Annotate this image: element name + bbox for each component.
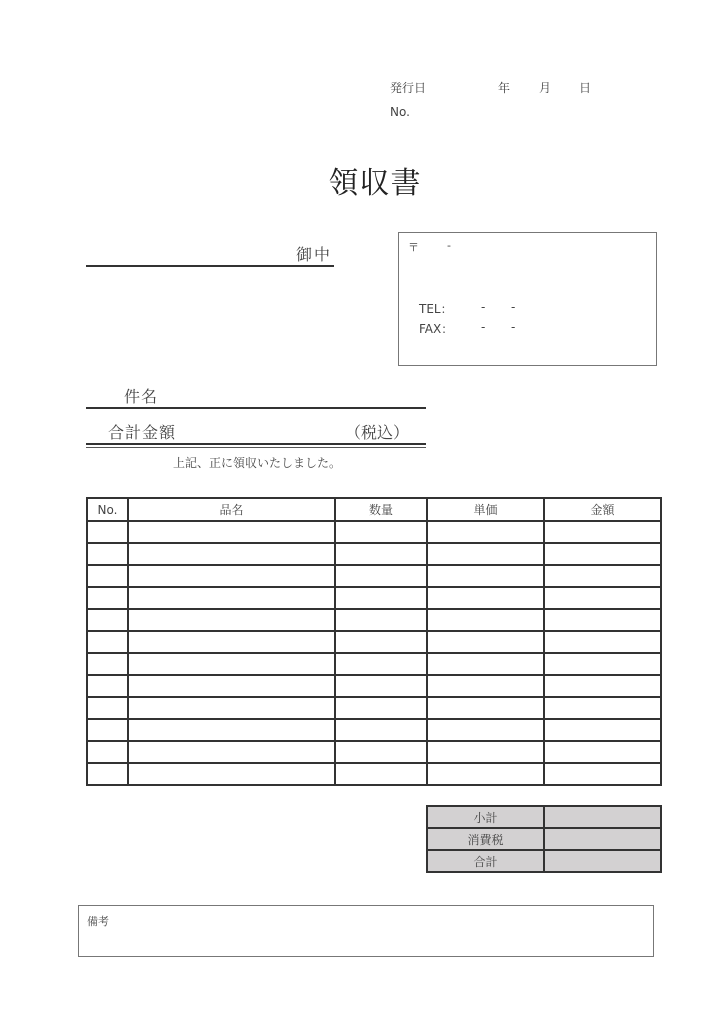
cell-unit-price[interactable] — [427, 543, 544, 565]
cell-unit-price[interactable] — [427, 653, 544, 675]
cell-unit-price[interactable] — [427, 521, 544, 543]
tax-included-note: （税込） — [345, 423, 410, 442]
items-table — [86, 497, 662, 786]
cell-item-name[interactable] — [128, 521, 335, 543]
cell-no[interactable] — [87, 719, 128, 741]
cell-amount[interactable] — [544, 587, 661, 609]
subtotal-value[interactable] — [544, 806, 661, 828]
table-row — [87, 565, 661, 587]
cell-no[interactable] — [87, 675, 128, 697]
cell-item-name[interactable] — [128, 565, 335, 587]
issue-date-label: 発行日 — [390, 81, 427, 95]
cell-item-name[interactable] — [128, 631, 335, 653]
cell-no[interactable] — [87, 631, 128, 653]
cell-item-name[interactable] — [128, 543, 335, 565]
summary-row-consumption-tax — [427, 828, 661, 850]
cell-no[interactable] — [87, 587, 128, 609]
total-amount-label: 合計金額 — [108, 423, 177, 442]
cell-amount[interactable] — [544, 697, 661, 719]
cell-no[interactable] — [87, 609, 128, 631]
table-row — [87, 653, 661, 675]
column-header-item-name: 品名 — [128, 498, 335, 521]
cell-quantity[interactable] — [335, 521, 427, 543]
fax-dash-2: - — [511, 320, 516, 334]
table-row — [87, 609, 661, 631]
cell-unit-price[interactable] — [427, 697, 544, 719]
consumption-tax-value[interactable] — [544, 828, 661, 850]
total-amount-double-line-bottom — [86, 447, 426, 448]
table-row — [87, 697, 661, 719]
subject-underline — [86, 407, 426, 409]
tel-label: TEL： — [419, 302, 453, 316]
issue-year-label: 年 — [498, 81, 511, 95]
cell-unit-price[interactable] — [427, 631, 544, 653]
cell-item-name[interactable] — [128, 609, 335, 631]
fax-label: FAX： — [419, 322, 454, 336]
cell-item-name[interactable] — [128, 741, 335, 763]
notes-value[interactable] — [87, 928, 647, 950]
cell-amount[interactable] — [544, 741, 661, 763]
table-header-row — [87, 498, 661, 521]
total-value[interactable] — [544, 850, 661, 872]
cell-amount[interactable] — [544, 565, 661, 587]
cell-no[interactable] — [87, 697, 128, 719]
cell-quantity[interactable] — [335, 543, 427, 565]
postal-mark-icon: 〒 — [408, 241, 419, 254]
cell-amount[interactable] — [544, 675, 661, 697]
cell-quantity[interactable] — [335, 631, 427, 653]
cell-item-name[interactable] — [128, 763, 335, 785]
table-row — [87, 741, 661, 763]
cell-quantity[interactable] — [335, 565, 427, 587]
tel-dash-1: - — [481, 300, 486, 314]
cell-quantity[interactable] — [335, 763, 427, 785]
table-row — [87, 763, 661, 785]
cell-quantity[interactable] — [335, 741, 427, 763]
cell-amount[interactable] — [544, 543, 661, 565]
tel-dash-2: - — [511, 300, 516, 314]
cell-quantity[interactable] — [335, 653, 427, 675]
cell-unit-price[interactable] — [427, 719, 544, 741]
cell-item-name[interactable] — [128, 587, 335, 609]
cell-no[interactable] — [87, 543, 128, 565]
cell-no[interactable] — [87, 521, 128, 543]
table-row — [87, 543, 661, 565]
cell-unit-price[interactable] — [427, 609, 544, 631]
total-amount-double-line-top — [86, 443, 426, 445]
summary-row-total — [427, 850, 661, 872]
cell-item-name[interactable] — [128, 719, 335, 741]
sender-box — [398, 232, 657, 366]
cell-item-name[interactable] — [128, 675, 335, 697]
recipient-name[interactable] — [90, 242, 290, 262]
issue-day-label: 日 — [579, 81, 592, 95]
cell-amount[interactable] — [544, 521, 661, 543]
page-title: 領収書 — [328, 166, 422, 201]
total-amount-value[interactable] — [190, 420, 340, 440]
cell-amount[interactable] — [544, 631, 661, 653]
cell-quantity[interactable] — [335, 587, 427, 609]
cell-unit-price[interactable] — [427, 763, 544, 785]
subject-value[interactable] — [170, 384, 420, 404]
recipient-suffix: 御中 — [296, 245, 333, 264]
consumption-tax-label: 消費税 — [427, 828, 544, 850]
column-header-unit-price: 単価 — [427, 498, 544, 521]
postal-code-dash: - — [447, 239, 451, 252]
cell-no[interactable] — [87, 763, 128, 785]
cell-quantity[interactable] — [335, 675, 427, 697]
column-header-no: No. — [87, 498, 128, 521]
document-number-label: No. — [390, 105, 410, 119]
cell-no[interactable] — [87, 653, 128, 675]
summary-row-subtotal — [427, 806, 661, 828]
cell-amount[interactable] — [544, 609, 661, 631]
cell-amount[interactable] — [544, 719, 661, 741]
subtotal-label: 小計 — [427, 806, 544, 828]
summary-table — [426, 805, 662, 873]
cell-quantity[interactable] — [335, 609, 427, 631]
cell-unit-price[interactable] — [427, 587, 544, 609]
cell-quantity[interactable] — [335, 697, 427, 719]
cell-unit-price[interactable] — [427, 741, 544, 763]
cell-no[interactable] — [87, 741, 128, 763]
table-row — [87, 719, 661, 741]
total-label: 合計 — [427, 850, 544, 872]
cell-no[interactable] — [87, 565, 128, 587]
receipt-acknowledgement: 上記、正に領収いたしました。 — [173, 456, 342, 470]
issue-month-label: 月 — [539, 81, 552, 95]
recipient-underline — [86, 265, 334, 267]
notes-label: 備考 — [87, 915, 109, 928]
table-row — [87, 521, 661, 543]
cell-unit-price[interactable] — [427, 565, 544, 587]
cell-unit-price[interactable] — [427, 675, 544, 697]
table-row — [87, 631, 661, 653]
cell-quantity[interactable] — [335, 719, 427, 741]
table-row — [87, 675, 661, 697]
cell-item-name[interactable] — [128, 697, 335, 719]
fax-dash-1: - — [481, 320, 486, 334]
cell-amount[interactable] — [544, 653, 661, 675]
cell-item-name[interactable] — [128, 653, 335, 675]
subject-label: 件名 — [124, 387, 159, 406]
column-header-quantity: 数量 — [335, 498, 427, 521]
table-row — [87, 587, 661, 609]
cell-amount[interactable] — [544, 763, 661, 785]
column-header-amount: 金額 — [544, 498, 661, 521]
